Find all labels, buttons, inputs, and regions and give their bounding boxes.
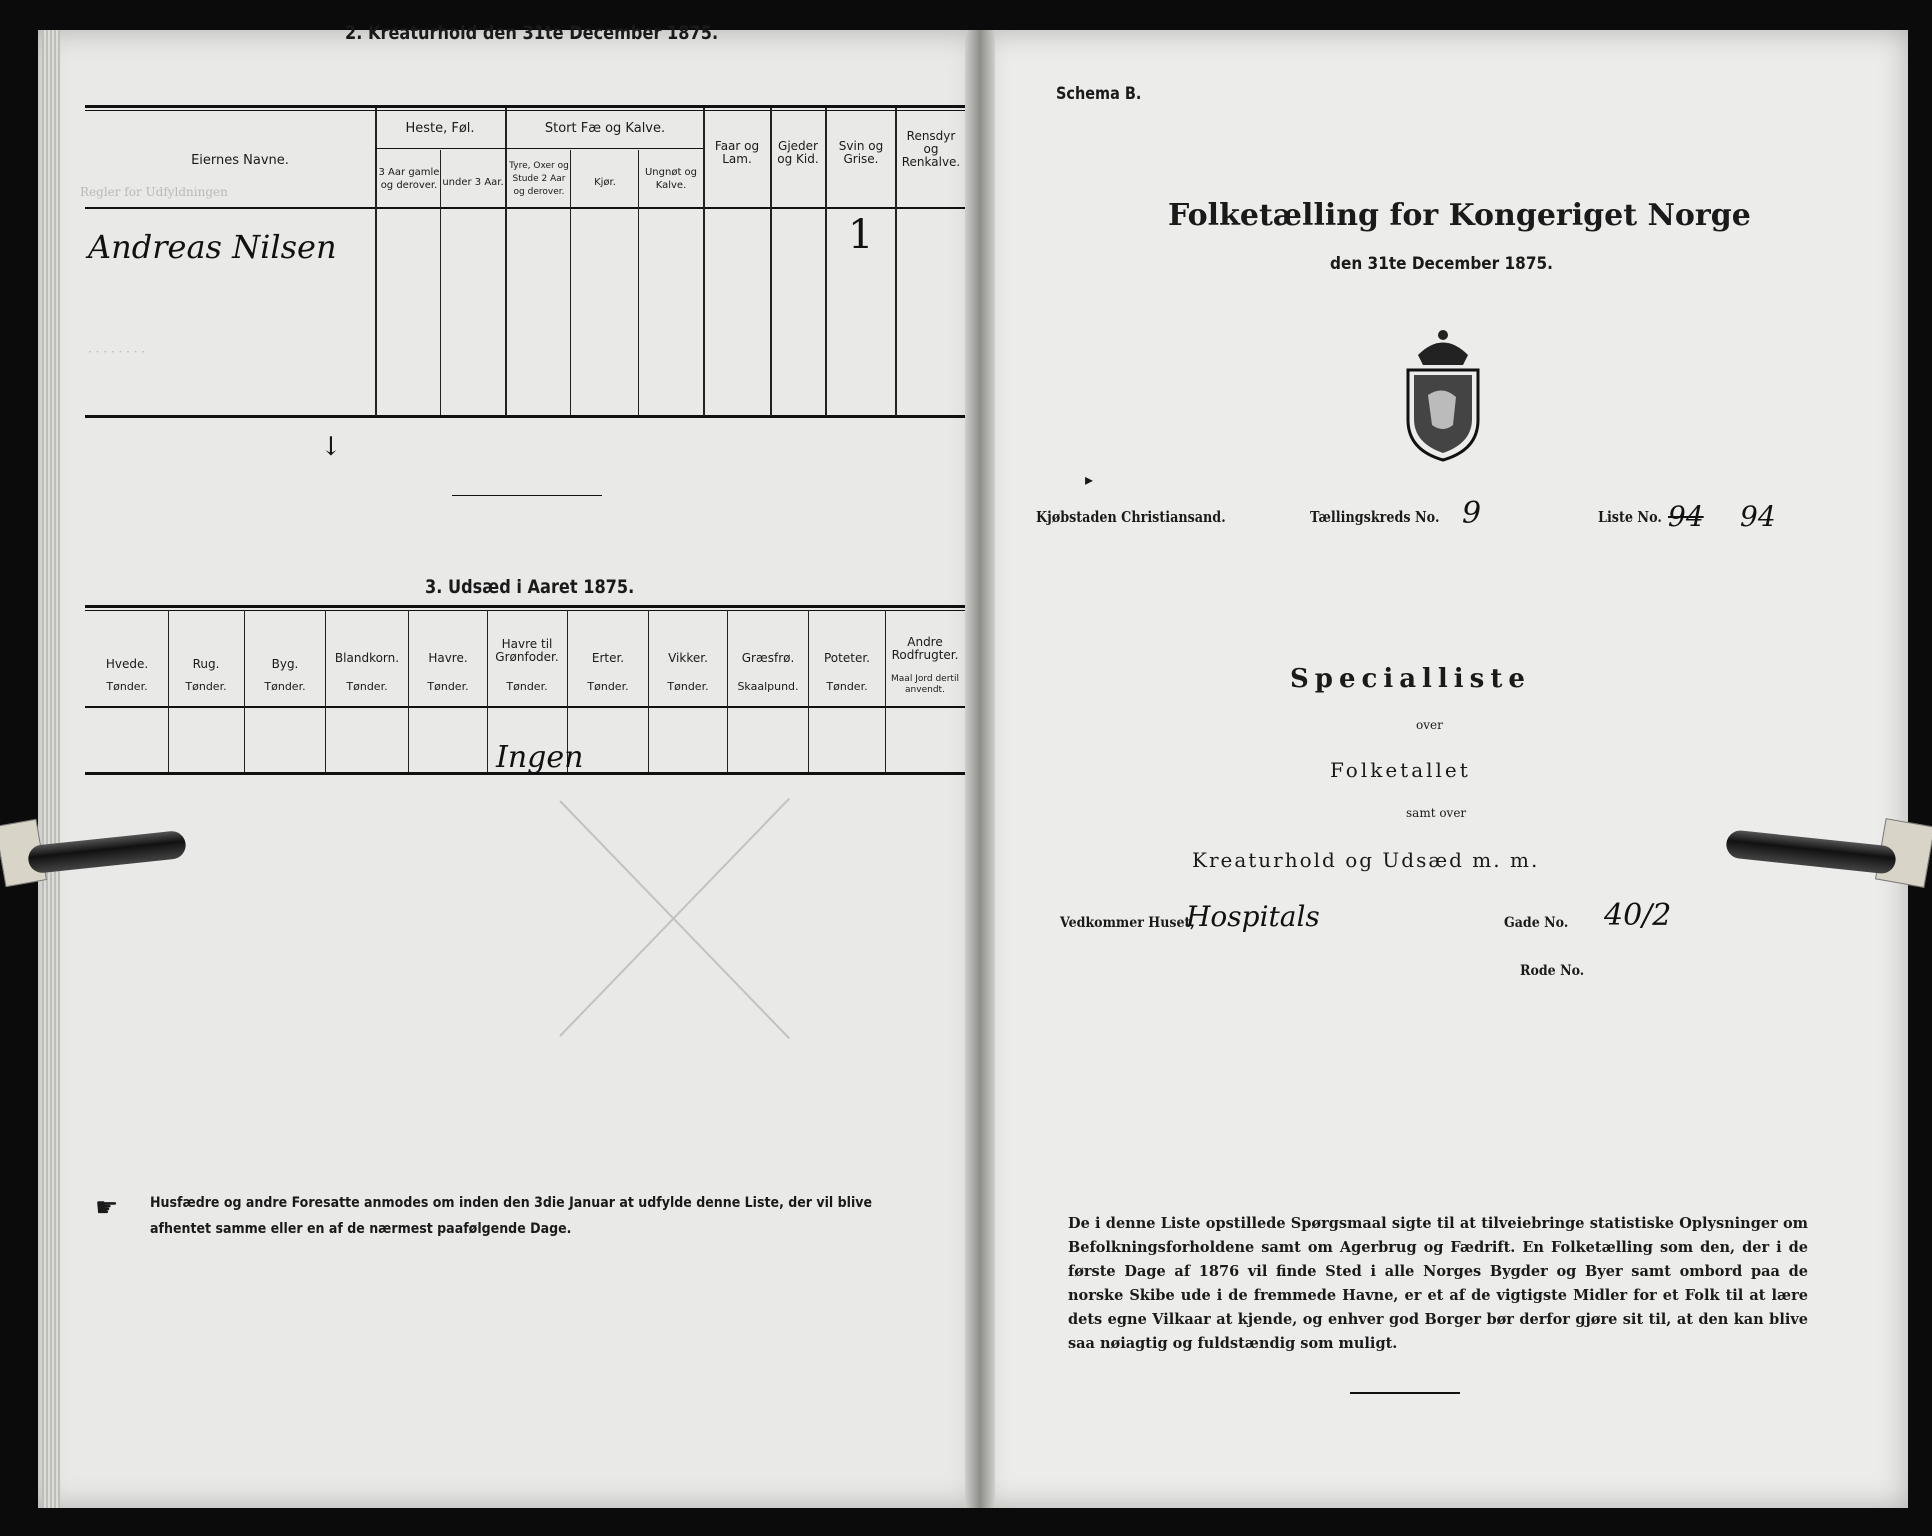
col-heste-3aar: 3 Aar gamle og derover. (378, 167, 440, 191)
kjobstaden-label: Kjøbstaden Christiansand. (1036, 508, 1226, 526)
binding-edge (42, 30, 60, 1508)
col-stort-fae: Stort Fæ og Kalve. (544, 121, 666, 136)
col-heste-under3: under 3 Aar. (442, 177, 504, 188)
unit-label: Maal Jord dertil anvendt. (891, 674, 959, 695)
table-col-divider (825, 108, 827, 416)
table-col-divider (703, 108, 705, 416)
col-eiernes-navne: Eiernes Navne. (191, 153, 289, 168)
unit-label: Tønder. (106, 680, 148, 693)
gade-value: 40/2 (1604, 898, 1672, 933)
unit-label: Tønder. (506, 680, 548, 693)
col-heste: Heste, Føl. (405, 121, 475, 136)
col-erter: Erter. (591, 651, 625, 665)
svin-value-handwritten: 1 (848, 212, 874, 258)
bleed-through: Regler for Udfyldningen (80, 185, 228, 199)
specialliste-heading (1290, 664, 1531, 694)
col-hvede: Hvede. (105, 657, 149, 671)
table-rule (85, 605, 965, 608)
unit-label: Tønder. (185, 680, 227, 693)
samt-over-text: samt over (1406, 806, 1467, 820)
unit-label: Tønder. (826, 680, 868, 693)
col-rensdyr: Rensdyr og Renkalve. (901, 129, 961, 169)
document-date: den 31te December 1875. (1330, 254, 1553, 274)
col-gjeder: Gjeder og Kid. (777, 139, 819, 166)
kreaturhold-text: Kreaturhold og Udsæd m. m. (1192, 848, 1540, 872)
table-col-divider (638, 150, 639, 415)
table-rule (85, 610, 965, 611)
table-col-divider (487, 610, 488, 772)
bleed-through: · · · · · · · · (88, 345, 146, 359)
table-col-divider (325, 610, 326, 772)
footer-note-line2: afhentet samme eller en af de nærmest paafølgende Dage. (150, 1221, 572, 1237)
table-col-divider (375, 108, 377, 416)
explanatory-paragraph: De i denne Liste opstillede Spørgsmaal sigte til at tilveiebringe statistiske Oplysninger om Befolkningsforholdene samt om Agerbrug og Fædrift. En Folketælling som den, der i de første Dage af 1876 vil finde Sted i alle Norges Bygder og Byer samt ombord paa de norske Skibe ude i de fremmede Havne, er et af de vigtigste Midler for et Folk til at lære dets egne Vilkaar at kjende, og enhver god Borger bør derfor gjøre sit til, at den kan blive saa nøiagtig og fuldstændig som muligt. (1068, 1215, 1808, 1352)
col-svin: Svin og Grise. (838, 139, 884, 166)
table-rule (85, 207, 965, 209)
ingen-handwritten: Ingen (496, 740, 584, 775)
table-rule (375, 148, 703, 149)
table-rule (85, 706, 965, 708)
table-rule (85, 415, 965, 418)
table-col-divider (244, 610, 245, 772)
table-col-divider (895, 108, 897, 416)
col-byg: Byg. (271, 657, 299, 671)
ink-spot: ▸ (1085, 470, 1094, 489)
table-col-divider (408, 610, 409, 772)
col-vikker: Vikker. (668, 651, 708, 665)
footer-note-line1: Husfædre og andre Foresatte anmodes om inden den 3die Januar at udfylde denne Liste, der vil blive (150, 1195, 873, 1211)
table-rule (85, 110, 965, 111)
table-col-divider (808, 610, 809, 772)
specialliste-text: Specialliste (1290, 664, 1531, 694)
col-andre-rodfrugter: Andre Rodfrugter. (891, 635, 959, 662)
pointing-hand-icon: ☛ (95, 1193, 119, 1223)
table-col-divider (727, 610, 728, 772)
separator-rule (452, 495, 602, 496)
taellingskreds-label: Tællingskreds No. (1310, 508, 1440, 526)
owner-name-handwritten: Andreas Nilsen (88, 228, 337, 266)
unit-label: Tønder. (264, 680, 306, 693)
col-blandkorn: Blandkorn. (334, 651, 400, 665)
over-text: over (1416, 718, 1443, 732)
table-col-divider (168, 610, 169, 772)
stray-mark: ↓ (320, 432, 342, 462)
liste-value: 94 (1740, 500, 1776, 533)
vedkommer-label: Vedkommer Huset, (1060, 915, 1195, 931)
section3-title: 3. Udsæd i Aaret 1875. (425, 576, 635, 598)
col-faar: Faar og Lam. (714, 139, 760, 166)
unit-label: Tønder. (667, 680, 709, 693)
schema-label: Schema B. (1056, 84, 1142, 104)
folketallet-text: Folketallet (1330, 758, 1471, 782)
closing-rule (1350, 1392, 1460, 1394)
col-rug: Rug. (192, 657, 220, 671)
liste-label: Liste No. (1598, 508, 1662, 526)
taellingskreds-value: 9 (1462, 496, 1482, 531)
unit-label: Skaalpund. (737, 680, 799, 693)
unit-label: Tønder. (346, 680, 388, 693)
vedkommer-value: Hospitals (1186, 900, 1320, 933)
coat-of-arms-icon (1398, 325, 1488, 465)
col-graesfro: Græsfrø. (741, 651, 795, 665)
table-col-divider (885, 610, 886, 772)
unit-label: Tønder. (427, 680, 469, 693)
section2-title: 2. Kreaturhold den 31te December 1875. (345, 22, 719, 44)
liste-value-struck: 94 (1668, 500, 1704, 533)
table-col-divider (440, 150, 441, 415)
col-havre-gronfoder: Havre til Grønfoder. (495, 637, 559, 664)
book-gutter (965, 30, 995, 1508)
col-ungnot: Ungnøt og Kalve. (644, 167, 698, 191)
table-col-divider (648, 610, 649, 772)
col-havre: Havre. (428, 651, 468, 665)
table-col-divider (505, 108, 507, 416)
document-title: Folketælling for Kongeriget Norge (1168, 198, 1751, 233)
col-kjor: Kjør. (594, 177, 616, 188)
col-poteter: Poteter. (824, 651, 870, 665)
rode-label: Rode No. (1520, 963, 1585, 979)
col-tyre: Tyre, Oxer og Stude 2 Aar og derover. (509, 161, 569, 197)
unit-label: Tønder. (587, 680, 629, 693)
table-rule (85, 105, 965, 108)
table-col-divider (570, 150, 571, 415)
gade-label: Gade No. (1504, 915, 1569, 931)
